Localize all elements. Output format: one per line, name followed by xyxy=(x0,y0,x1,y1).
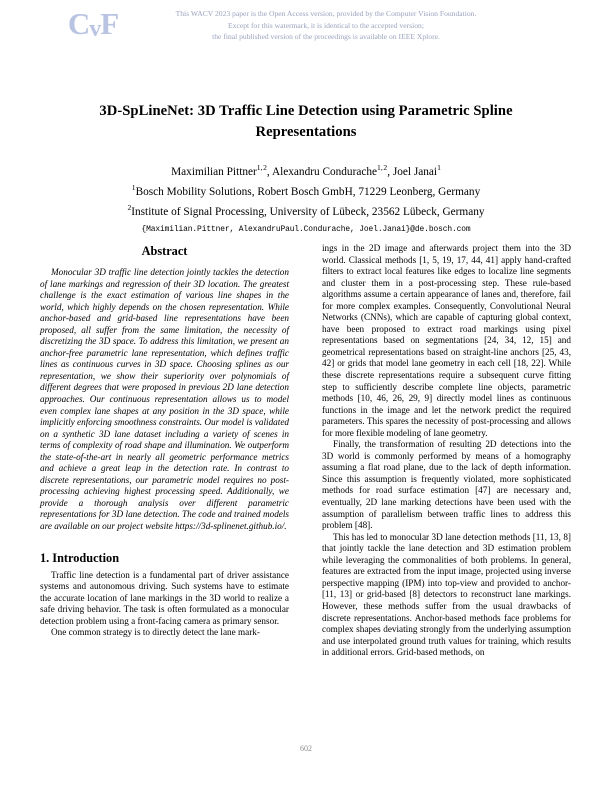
watermark-line-2: Except for this watermark, it is identical to the accepted version; xyxy=(228,20,424,30)
intro-paragraph-1: Traffic line detection is a fundamental part of driver assistance systems and autonomous driving. Such systems have to estimate the accurate location of lane markings in the 3D world to realize a safe driving behavior. The task is often formulated as a monocular detection problem using a front-facing camera as primary sensor. xyxy=(40,569,289,626)
affiliation-1: $^1$Bosch Mobility Solutions, Robert Bosch GmbH, 71229 Leonberg, Germany xyxy=(131,183,481,199)
right-paragraph-2: Finally, the transformation of resulting 2D detections into the 3D world is commonly performed by means of a homography assuming a flat road plane, due to the lack of depth information. Since this assumption is frequently violated, more sophisticated methods for road surface estimation [47] are necessary and, eventually, 2D lane marking detections have been used with the assumption of parallelism between traffic lines to address this problem [48]. xyxy=(322,439,571,531)
cvf-logo: CvF xyxy=(67,6,119,42)
title-block xyxy=(56,101,556,142)
watermark-text xyxy=(126,8,526,43)
right-paragraph-3: This has led to monocular 3D lane detection methods [11, 13, 8] that jointly tackle the lane detection and 3D estimation problem while leveraging the commonalities of both problems. In general, features are extracted from the input image, projected using inverse perspective mapping (IPM) into top-view and provided to anchor- [11, 13] or grid-based [8] detectors to reconstruct lane markings. However, these methods suffer from the usual drawbacks of discrete representations. Anchor-based methods face problems for complex shapes deviating strongly from the underlying assumption and use interpolated ground truth values for training, which results in additional errors. Grid-based methods, on xyxy=(322,531,571,658)
introduction-heading: 1. Introduction xyxy=(40,550,120,565)
right-paragraph-1: ings in the 2D image and afterwards project them into the 3D world. Classical methods [1, 5, 19, 17, 44, 41] apply hand-crafted filters to extract local features like edges to localize line segments and cluster them in a post-processing step. These rule-based algorithms assume a certain appearance of lanes and, therefore, fail for more complex examples. Consequently, Convolutional Neural Networks (CNNs), which are capable of capturing global context, have been proposed to extract road markings using pixel representations based on segmentations [24, 34, 12, 15] and geometrical representations based on straight-line anchors [25, 43, 42] or grids that model lane geometry in each cell [18, 22]. While these discrete representations require a subsequent curve fitting step to sufficiently describe complete line objects, parametric methods [10, 46, 26, 29, 9] directly model lines as continuous functions in the image and let the network predict the required parameters. This spares the necessity of post-processing and allows for more flexible modeling of lane geometry. xyxy=(322,243,571,438)
intro-paragraph-2: One common strategy is to directly detect the lane mark- xyxy=(51,627,260,638)
watermark-line-1: This WACV 2023 paper is the Open Access version, provided by the Computer Vision Foundation. xyxy=(175,9,477,18)
page-title: 3D-SpLineNet: 3D Traffic Line Detection using Parametric Spline Representations xyxy=(99,103,513,140)
abstract-text: Monocular 3D traffic line detection jointly tackles the detection of lane markings and regression of their 3D location. The greatest challenge is the exact estimation of various line shapes in the world, which highly depends on the chosen representation. While anchor-based and grid-based line representations have been proposed, all suffer from the same limitation, the necessity of discretizing the 3D space. To address this limitation, we present an anchor-free parametric lane representation, which defines traffic lines as continuous curves in 3D space. Choosing splines as our representation, we show their superiority over polynomials of different degrees that were proposed in previous 2D lane detection approaches. Our continuous representation allows us to model even complex lane shapes at any position in the 3D space, while implicitly enforcing smoothness constraints. Our model is validated on a synthetic 3D lane dataset including a variety of scenes in terms of complexity of road shape and illumination. We outperform the state-of-the-art in nearly all geometric performance metrics and achieve a great leap in the detection rate. In contrast to discrete representations, our parametric model requires no post-processing achieving highest processing speed. Additionally, we provide a thorough analysis over different parametric representations for 3D lane detection. The code and trained models are available on our project website https://3d-splinenet.github.io/. xyxy=(40,267,289,532)
affiliation-2: $^2$Institute of Signal Processing, University of Lübeck, 23562 Lübeck, Germany xyxy=(127,203,485,218)
abstract-heading: Abstract xyxy=(141,244,188,258)
left-column xyxy=(40,243,289,639)
page-number: 602 xyxy=(300,744,312,753)
authors-block xyxy=(56,160,556,237)
author-names: Maximilian Pittner$^{1, 2}$, Alexandru Condurache$^{1, 2}$, Joel Janai$^1$ xyxy=(171,163,441,178)
body-columns xyxy=(0,243,612,743)
watermark-line-3: the final published version of the proceedings is available on IEEE Xplore. xyxy=(212,32,440,42)
watermark-header xyxy=(0,0,612,58)
right-column xyxy=(322,243,571,659)
author-emails: {Maximilian.Pittner, AlexandruPaul.Condurache, Joel.Janai}@de.bosch.com xyxy=(141,225,471,235)
